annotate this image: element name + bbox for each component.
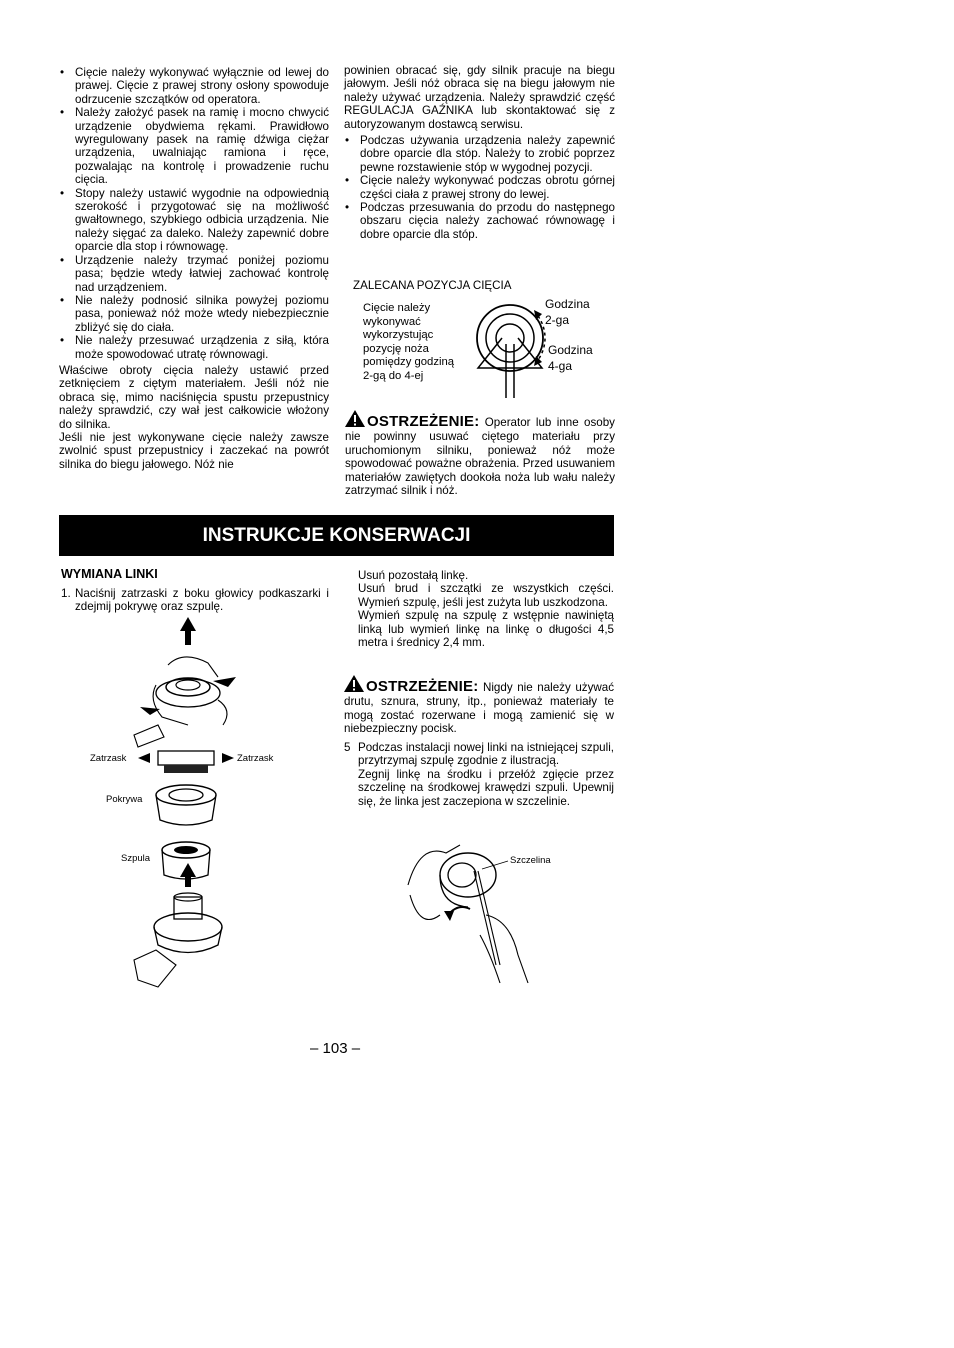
warning-wire [344, 675, 614, 736]
list-item: • Cięcie należy wykonywać wyłącznie od lewej do prawej. Cięcie z prawej strony osłony spowoduje odrzucenie szczątków od operatora. [59, 66, 329, 106]
warning-text: Nigdy nie należy używać drutu, sznura, struny, itp., ponieważ materiały te mogą zostać rozerwane i mogą zamienić się w niebezpieczny pocisk. [344, 681, 614, 736]
safety-bullet-list-left [59, 66, 329, 361]
label-slot: Szczelina [510, 855, 551, 866]
list-item: • Podczas używania urządzenia należy zapewnić dobre oparcie dla stóp. Należy to zrobić poprzez pewne rozstawienie stóp w wygodnej pozycji. [344, 134, 615, 174]
figure-desc-line: pomiędzy godziną [363, 356, 455, 369]
label-line: Godzina [548, 343, 593, 357]
warning-title: OSTRZEŻENIE: [366, 678, 479, 695]
warning-title: OSTRZEŻENIE: [367, 413, 480, 430]
list-item: • Cięcie należy wykonywać podczas obrotu górnej części ciała z prawej strony do lewej. [344, 174, 615, 201]
paragraph: Usuń pozostałą linkę. [358, 569, 469, 582]
section-banner: INSTRUKCJE KONSERWACJI [59, 515, 614, 556]
figure-desc-line: wykorzystując [363, 329, 434, 342]
step-text: Podczas instalacji nowej linki na istniejącej szpuli, przytrzymaj szpulę zgodnie z ilustracją. [358, 741, 614, 768]
list-item: • Nie należy podnosić silnika powyżej poziomu pasa, ponieważ nóż może wtedy niebezpiecznie zbliżyć się do ciała. [59, 294, 329, 334]
cutting-position-diagram [468, 296, 552, 400]
label-4-oclock [548, 342, 593, 374]
step-5 [344, 741, 614, 808]
figure-description [363, 302, 454, 384]
figure-desc-line: 2-gą do 4-ej [363, 369, 424, 382]
section-heading: WYMIANA LINKI [61, 567, 158, 581]
label-line: 2-ga [545, 313, 570, 327]
warning-triangle-icon [345, 410, 365, 430]
right-column [344, 64, 615, 241]
maintenance-right-column [358, 569, 614, 649]
warning-triangle-icon [344, 675, 364, 695]
label-cover: Pokrywa [106, 794, 143, 805]
warning-text: Operator lub inne osoby nie powinny usuwać ciętego materiału przy uruchomionym silniku, ponieważ nóż może spowodować poważne obrażenia. Przed usuwaniem materiałów zawiętych dookoła noża lub wału należy zatrzymać silnik i nóż. [345, 416, 615, 498]
list-item: • Stopy należy ustawić wygodnie na odpowiednią szerokość i przygotować się na możliwość gwałtownego, szybkiego odbicia urządzenia. Nie należy sięgać za daleko. Należy zapewnić dobre oparcie dla stop i równowagę. [59, 187, 329, 254]
step-text: Naciśnij zatrzaski z boku głowicy podkaszarki i zdejmij pokrywę oraz szpulę. [75, 587, 329, 614]
list-item: • Podczas przesuwania do przodu do następnego obszaru cięcia należy zachować równowagę i dobre oparcie dla stóp. [344, 201, 615, 241]
paragraph: powinien obracać się, gdy silnik pracuje na biegu jałowym. Jeśli nóż obraca się na biegu jałowym nie należy używać urządzenia. Należy sprawdzić część REGULACJA GAŹNIKA lub skontaktować się z autoryzowanym dostawcą serwisu. [344, 64, 615, 131]
paragraph: Usuń brud i szczątki ze wszystkich części. Wymień szpulę, jeśli jest zużyta lub uszkodzona. [358, 582, 614, 609]
label-line: 4-ga [548, 359, 573, 373]
list-item: • Należy założyć pasek na ramię i mocno chwycić urządzenie obydwiema rękami. Prawidłowo wyregulowany pasek na ramię dźwiga ciężar urządzenia, uwalniając ramiona i ręce, pozwalając na kontrolę i prowadzenie ruchu cięcia. [59, 106, 329, 186]
paragraph: Zegnij linkę na środku i przełóż zgięcie przez szczelinę na środkowej krawędzi szpuli. Upewnij się, że linka jest zaczepiona w szczelinie. [358, 767, 614, 808]
label-line: Godzina [545, 297, 590, 311]
step-1 [61, 587, 329, 614]
list-item: • Urządzenie należy trzymać poniżej poziomu pasa; będzie wtedy łatwiej zachować kontrolę nad urządzeniem. [59, 254, 329, 294]
label-spool: Szpula [121, 853, 151, 864]
figure-desc-line: wykonywać [363, 315, 421, 328]
list-item: • Nie należy przesuwać urządzenia z siłą, która może spowodować utratę równowagi. [59, 334, 329, 361]
figure-desc-line: pozycję noża [363, 342, 429, 355]
label-latch-right: Zatrzask [237, 753, 274, 764]
paragraph: Jeśli nie jest wykonywane cięcie należy zawsze zwolnić spust przepustnicy i zaczekać na powrót silnika do biegu jałowego. Nóż nie [59, 430, 329, 471]
warning-operator [345, 410, 615, 497]
label-latch-left: Zatrzask [90, 753, 127, 764]
figure-desc-line: Cięcie należy [363, 302, 431, 314]
step-number: 1. [61, 587, 71, 600]
trimmer-head-exploded-illustration [128, 615, 253, 995]
figure-title: ZALECANA POZYCJA CIĘCIA [353, 279, 512, 292]
paragraph: Właściwe obroty cięcia należy ustawić przed zetknięciem z ciętym materiałem. Jeśli nóż nie obraca się, mimo naciśnięcia spustu przepustnicy należy sprawdzić, czy wał jest całkowicie włożony do silnika. [59, 363, 329, 431]
left-column [59, 66, 329, 471]
step-number: 5 [344, 741, 351, 754]
paragraph: Wymień szpulę na szpulę z wstępnie nawiniętą linką lub wymień linkę na linkę o długości 4,5 metra i średnicy 2,4 mm. [358, 609, 614, 650]
safety-bullet-list-right [344, 134, 615, 241]
page-number: – 103 – [310, 1040, 361, 1057]
